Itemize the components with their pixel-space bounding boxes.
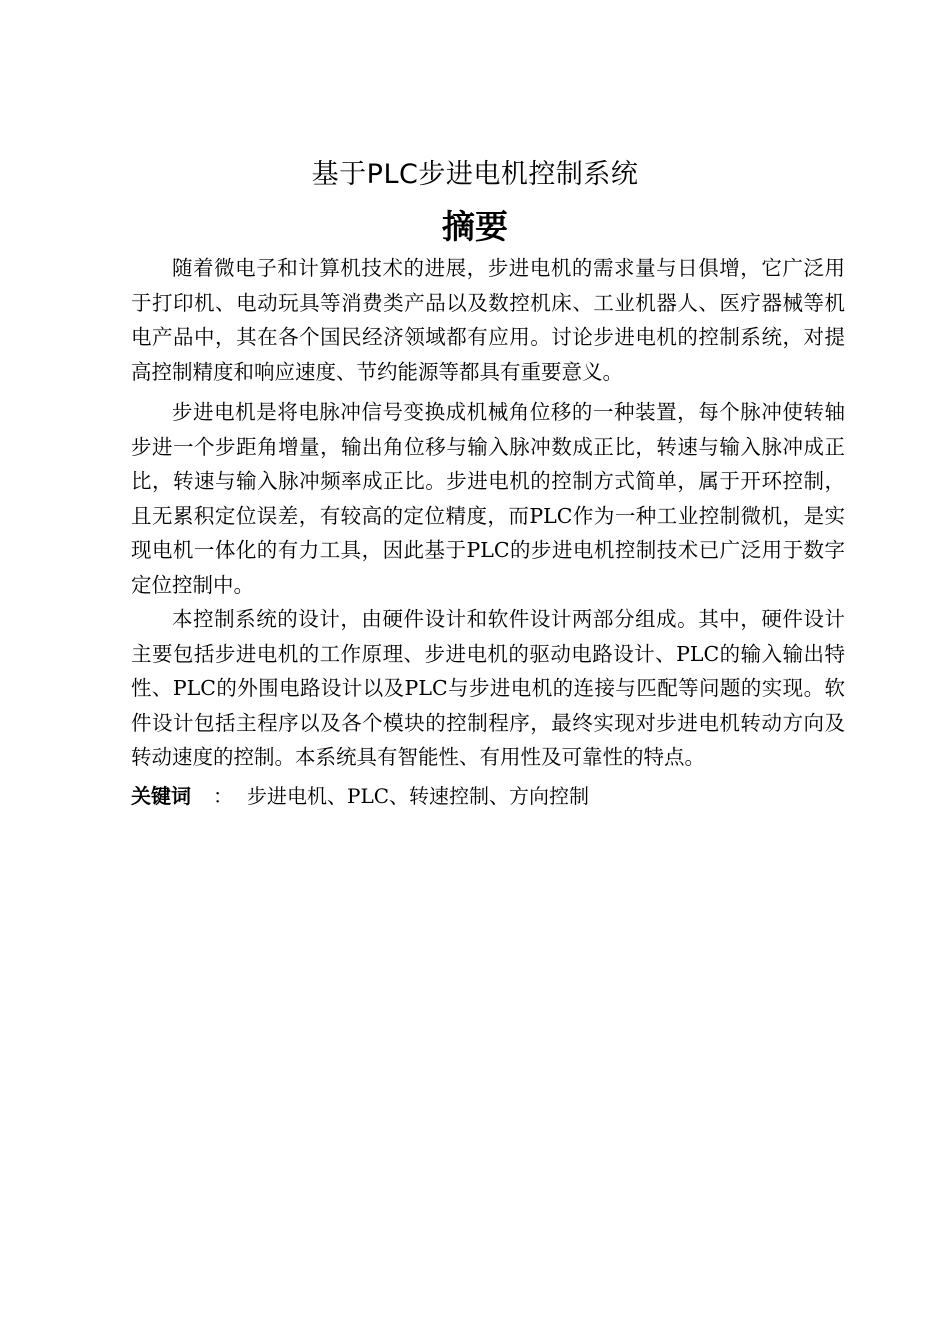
abstract-body	[131, 251, 845, 813]
keywords-line	[131, 779, 845, 813]
abstract-heading: 摘要	[442, 207, 508, 246]
abstract-paragraph-2: 步进电机是将电脉冲信号变换成机械角位移的一种装置，每个脉冲使转轴步进一个步距角增量，输出角位移与输入脉冲数成正比，转速与输入脉冲成正比，转速与输入脉冲频率成正比。步进电机的控制方式简单，属于开环控制，且无累积定位误差，有较高的定位精度，而PLC作为一种工业控制微机，是实现电机一体化的有力工具，因此基于PLC的步进电机控制技术已广泛用于数字定位控制中。	[131, 400, 845, 597]
keywords-separator: ：	[213, 783, 233, 808]
document-title: 基于PLC步进电机控制系统	[311, 159, 639, 190]
keywords-label: 关键词	[131, 783, 191, 808]
abstract-paragraph-1: 随着微电子和计算机技术的进展，步进电机的需求量与日俱增，它广泛用于打印机、电动玩具等消费类产品以及数控机床、工业机器人、医疗器械等机电产品中，其在各个国民经济领域都有应用。讨论步进电机的控制系统，对提高控制精度和响应速度、节约能源等都具有重要意义。	[131, 256, 845, 384]
keywords-text: 步进电机、PLC、转速控制、方向控制	[247, 783, 590, 808]
abstract-paragraph-3: 本控制系统的设计，由硬件设计和软件设计两部分组成。其中，硬件设计主要包括步进电机的工作原理、步进电机的驱动电路设计、PLC的输入输出特性、PLC的外围电路设计以及PLC与步进电机的连接与匹配等问题的实现。软件设计包括主程序以及各个模块的控制程序，最终实现对步进电机转动方向及转动速度的控制。本系统具有智能性、有用性及可靠性的特点。	[131, 607, 845, 769]
